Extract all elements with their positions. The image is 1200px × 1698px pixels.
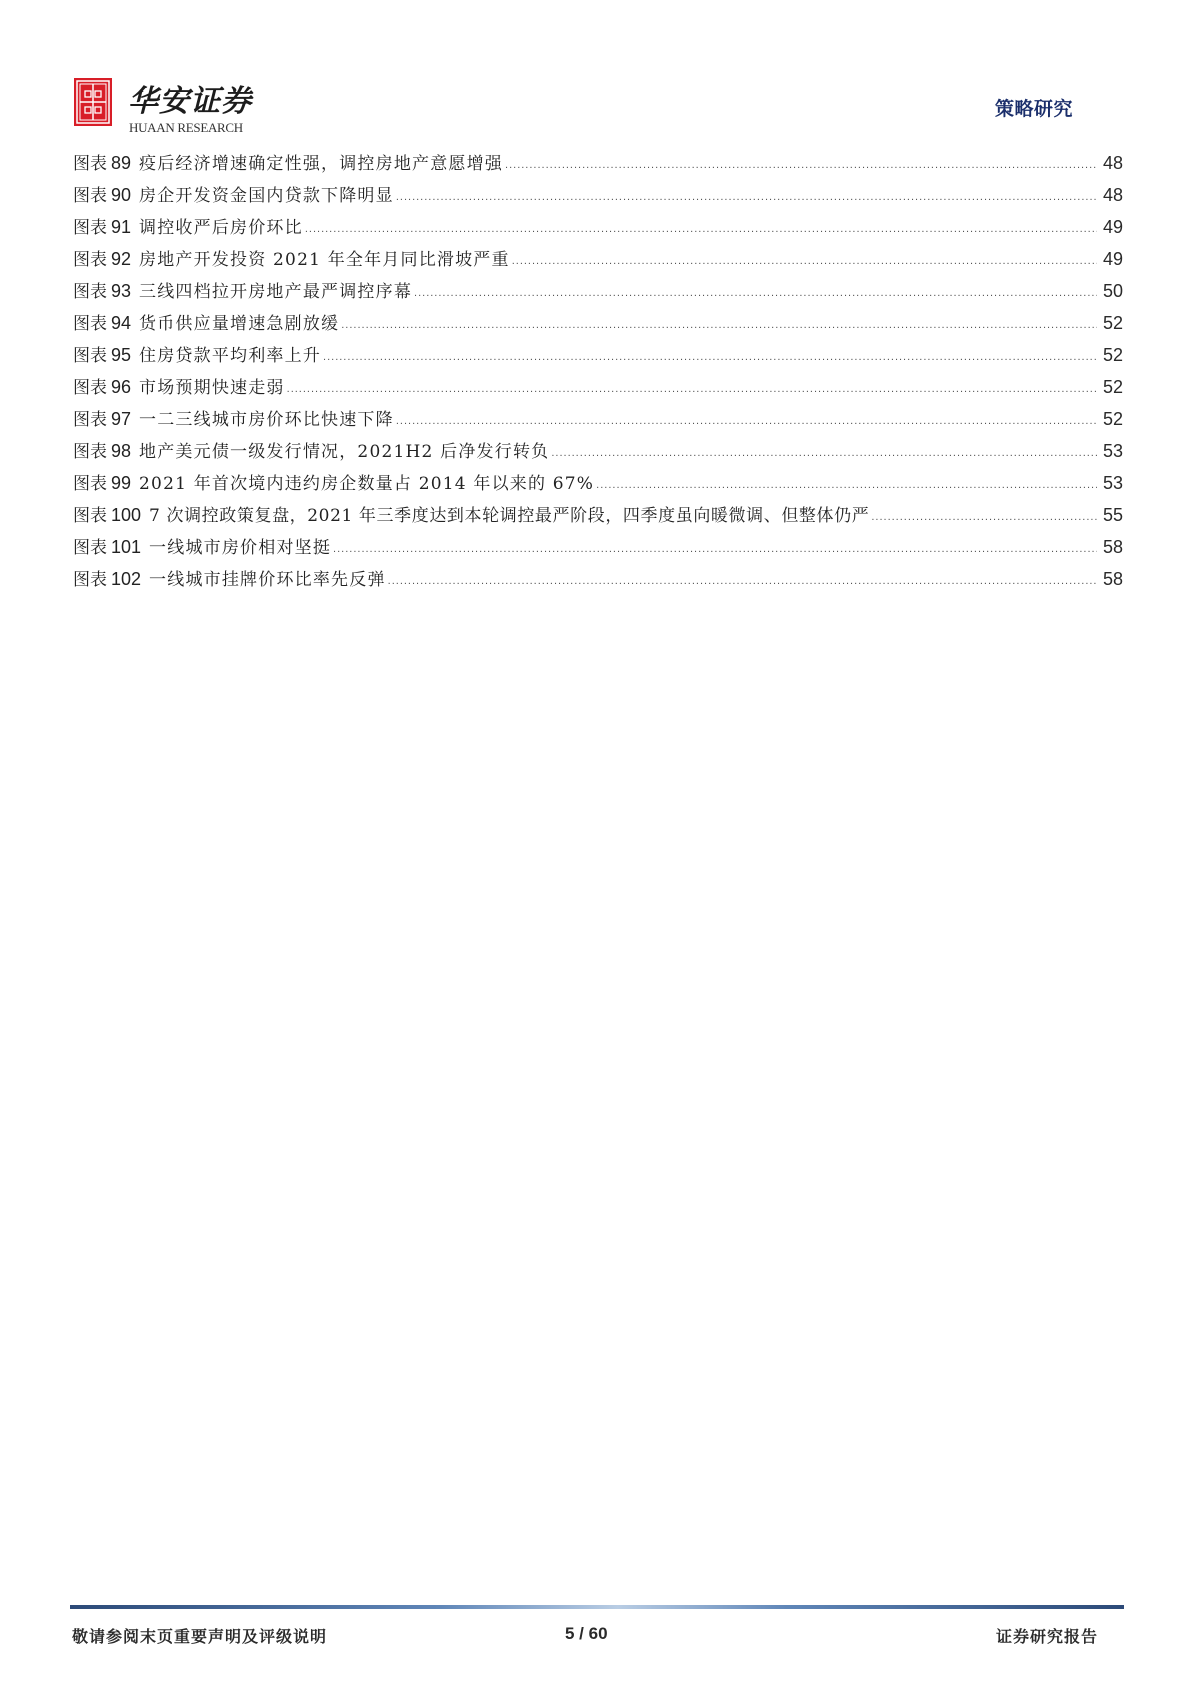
toc-entry-page: 48: [1102, 153, 1123, 173]
toc-entry-title: 货币供应量增速急剧放缓: [139, 314, 340, 334]
toc-entry[interactable]: [73, 275, 1123, 307]
toc-entry[interactable]: [73, 467, 1123, 499]
toc-entry[interactable]: [73, 243, 1123, 275]
report-type-label: 证券研究报告: [996, 1627, 1099, 1646]
toc-entry-title: 一线城市挂牌价环比率先反弹: [149, 570, 386, 590]
toc-entry-prefix: 图表: [73, 282, 107, 302]
brand-name-chinese: 华安证券: [128, 84, 252, 119]
toc-entry-number: 89: [111, 153, 132, 173]
toc-entry-prefix: 图表: [73, 442, 107, 462]
toc-entry-prefix: 图表: [73, 378, 107, 398]
dot-leader: [596, 469, 1097, 501]
toc-entry-page: 49: [1102, 217, 1123, 237]
toc-entry[interactable]: [73, 499, 1123, 531]
table-of-figures: [73, 147, 1123, 595]
toc-entry[interactable]: [73, 531, 1123, 563]
toc-entry-title: 房地产开发投资 2021 年全年月同比滑坡严重: [139, 250, 510, 270]
toc-entry-number: 96: [111, 377, 132, 397]
toc-entry-title: 调控收严后房价环比: [139, 218, 303, 238]
toc-entry[interactable]: [73, 371, 1123, 403]
toc-entry-number: 100: [111, 505, 142, 525]
dot-leader: [333, 533, 1097, 565]
toc-entry-title: 市场预期快速走弱: [139, 378, 285, 398]
footer-divider: [70, 1605, 1124, 1609]
dot-leader: [512, 245, 1097, 277]
toc-entry-prefix: 图表: [73, 186, 107, 206]
brand-name-english: HUAAN RESEARCH: [129, 120, 243, 135]
toc-entry[interactable]: [73, 179, 1123, 211]
toc-entry-title: 一线城市房价相对坚挺: [149, 538, 332, 558]
toc-entry-number: 97: [111, 409, 132, 429]
toc-entry[interactable]: [73, 403, 1123, 435]
dot-leader: [341, 309, 1097, 341]
toc-entry-prefix: 图表: [73, 506, 107, 526]
toc-entry-number: 99: [111, 473, 132, 493]
dot-leader: [505, 149, 1097, 181]
page-number: 5 / 60: [565, 1624, 608, 1643]
toc-entry-number: 93: [111, 281, 132, 301]
toc-entry-prefix: 图表: [73, 314, 107, 334]
dot-leader: [414, 277, 1097, 309]
dot-leader: [287, 373, 1097, 405]
toc-entry[interactable]: [73, 211, 1123, 243]
footer-disclaimer: 敬请参阅末页重要声明及评级说明: [72, 1627, 328, 1646]
toc-entry-page: 58: [1102, 569, 1123, 589]
toc-entry-page: 49: [1102, 249, 1123, 269]
toc-entry-prefix: 图表: [73, 474, 107, 494]
dot-leader: [871, 501, 1097, 533]
toc-entry-number: 92: [111, 249, 132, 269]
toc-entry-page: 52: [1102, 377, 1123, 397]
dot-leader: [323, 341, 1097, 373]
page-header: [0, 0, 1200, 140]
toc-entry-prefix: 图表: [73, 570, 107, 590]
toc-entry-title: 房企开发资金国内贷款下降明显: [139, 186, 394, 206]
toc-entry-page: 58: [1102, 537, 1123, 557]
toc-entry-number: 94: [111, 313, 132, 333]
toc-entry[interactable]: [73, 307, 1123, 339]
toc-entry-title: 一二三线城市房价环比快速下降: [139, 410, 394, 430]
dot-leader: [396, 181, 1097, 213]
toc-entry-title: 7 次调控政策复盘，2021 年三季度达到本轮调控最严阶段，四季度虽向暖微调、但整体仍严: [149, 506, 870, 526]
toc-entry-number: 101: [111, 537, 142, 557]
toc-entry-title: 三线四档拉开房地产最严调控序幕: [139, 282, 413, 302]
dot-leader: [388, 565, 1097, 597]
huaan-logo-icon: [74, 78, 112, 126]
dot-leader: [305, 213, 1097, 245]
dot-leader: [396, 405, 1097, 437]
toc-entry-prefix: 图表: [73, 250, 107, 270]
toc-entry-page: 55: [1102, 505, 1123, 525]
toc-entry-prefix: 图表: [73, 154, 107, 174]
dot-leader: [551, 437, 1097, 469]
toc-entry-page: 53: [1102, 441, 1123, 461]
toc-entry-number: 91: [111, 217, 132, 237]
toc-entry[interactable]: [73, 339, 1123, 371]
toc-entry[interactable]: [73, 147, 1123, 179]
toc-entry-prefix: 图表: [73, 538, 107, 558]
toc-entry-page: 53: [1102, 473, 1123, 493]
toc-entry-title: 住房贷款平均利率上升: [139, 346, 322, 366]
toc-entry[interactable]: [73, 435, 1123, 467]
toc-entry-title: 2021 年首次境内违约房企数量占 2014 年以来的 67%: [139, 474, 595, 494]
toc-entry[interactable]: [73, 563, 1123, 595]
toc-entry-prefix: 图表: [73, 218, 107, 238]
toc-entry-number: 98: [111, 441, 132, 461]
toc-entry-page: 52: [1102, 313, 1123, 333]
section-title: 策略研究: [995, 98, 1074, 120]
toc-entry-number: 90: [111, 185, 132, 205]
toc-entry-page: 50: [1102, 281, 1123, 301]
toc-entry-page: 48: [1102, 185, 1123, 205]
toc-entry-number: 95: [111, 345, 132, 365]
toc-entry-page: 52: [1102, 409, 1123, 429]
toc-entry-title: 地产美元债一级发行情况，2021H2 后净发行转负: [139, 442, 550, 462]
toc-entry-number: 102: [111, 569, 142, 589]
toc-entry-page: 52: [1102, 345, 1123, 365]
toc-entry-prefix: 图表: [73, 346, 107, 366]
toc-entry-title: 疫后经济增速确定性强，调控房地产意愿增强: [139, 154, 504, 174]
toc-entry-prefix: 图表: [73, 410, 107, 430]
